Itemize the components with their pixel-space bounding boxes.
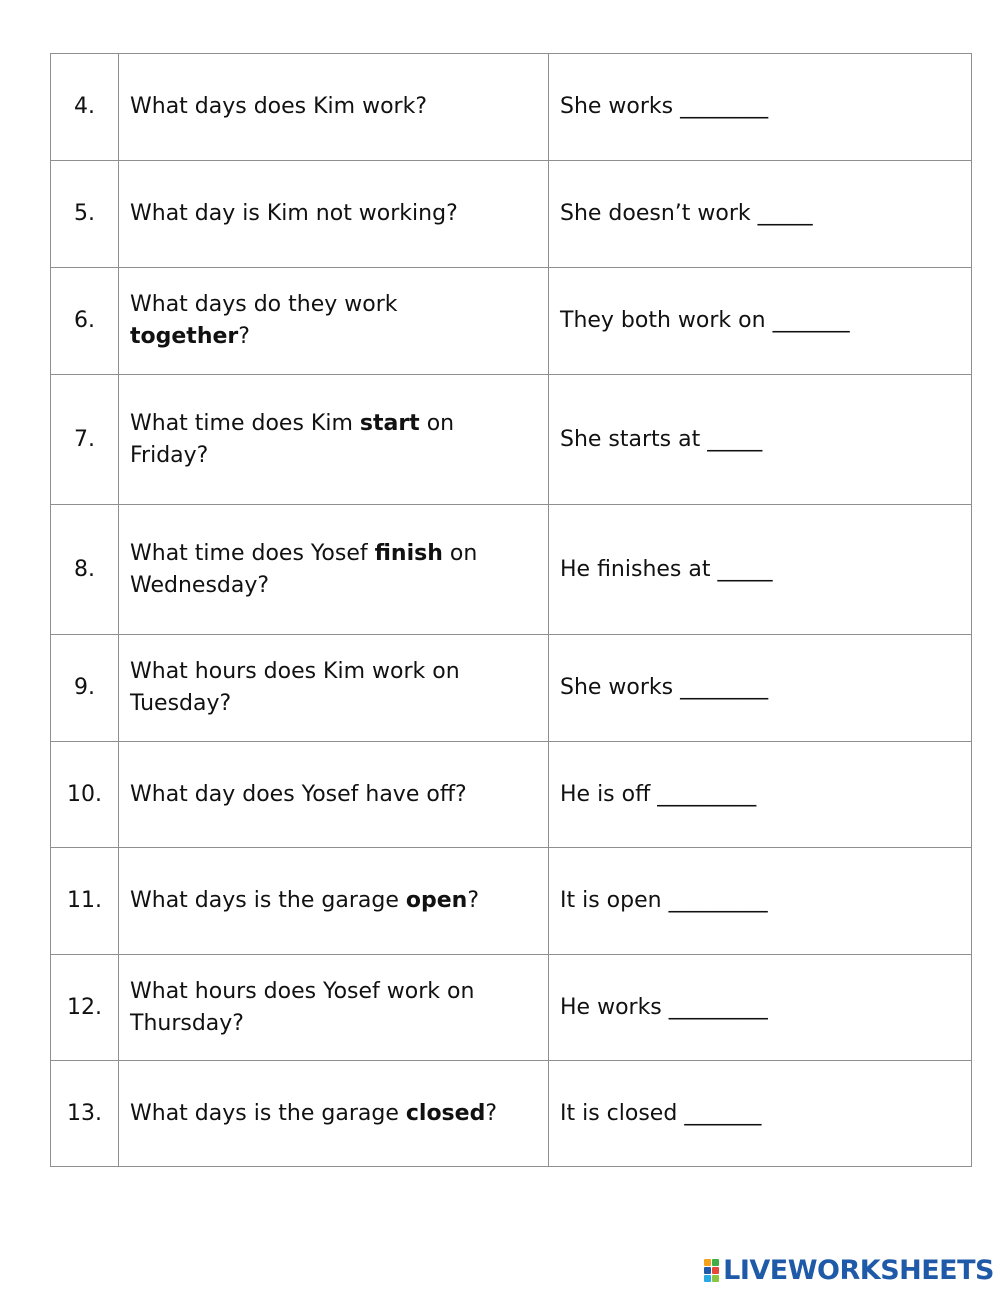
logo-square bbox=[704, 1267, 711, 1274]
question-text: What day is Kim not working? bbox=[119, 161, 549, 268]
answer-prompt: It is closed _______ bbox=[549, 1061, 972, 1167]
liveworksheets-logo-icon bbox=[704, 1259, 719, 1282]
table-row bbox=[51, 635, 972, 742]
question-keyword: start bbox=[359, 410, 420, 436]
answer-blank[interactable]: ________ bbox=[680, 94, 769, 119]
question-keyword: together bbox=[130, 324, 239, 349]
question-text: What days do they work together? bbox=[119, 268, 549, 375]
answer-blank[interactable]: _________ bbox=[668, 994, 768, 1020]
question-number: 10. bbox=[51, 742, 119, 848]
table-row bbox=[51, 955, 972, 1061]
logo-text: LIVEWORKSHEETS bbox=[723, 1254, 994, 1286]
question-text: What hours does Kim work on Tuesday? bbox=[119, 635, 549, 742]
question-text: What day does Yosef have off? bbox=[119, 742, 549, 848]
question-number: 9. bbox=[51, 635, 119, 742]
answer-blank[interactable]: _____ bbox=[757, 201, 813, 226]
question-text: What days is the garage open? bbox=[119, 848, 549, 955]
logo-square bbox=[712, 1267, 719, 1274]
question-text: What time does Yosef finish on Wednesday? bbox=[119, 505, 549, 635]
logo-square bbox=[712, 1259, 719, 1266]
question-text: What time does Kim start on Friday? bbox=[119, 375, 549, 505]
answer-prompt: He finishes at _____ bbox=[549, 505, 972, 635]
answer-blank[interactable]: _______ bbox=[684, 1100, 762, 1126]
answer-prompt: It is open _________ bbox=[549, 848, 972, 955]
answer-prompt: She works ________ bbox=[549, 54, 972, 161]
answer-blank[interactable]: _____ bbox=[717, 556, 773, 582]
question-number: 5. bbox=[51, 161, 119, 268]
table-row bbox=[51, 1061, 972, 1167]
question-number: 12. bbox=[51, 955, 119, 1061]
answer-prompt: She doesn’t work _____ bbox=[549, 161, 972, 268]
table-row bbox=[51, 161, 972, 268]
logo-square bbox=[712, 1275, 719, 1282]
question-number: 7. bbox=[51, 375, 119, 505]
question-keyword: finish bbox=[374, 540, 443, 566]
table-row bbox=[51, 54, 972, 161]
answer-blank[interactable]: _______ bbox=[772, 308, 850, 333]
logo-square bbox=[704, 1259, 711, 1266]
answer-blank[interactable]: ________ bbox=[680, 675, 769, 700]
question-keyword: open bbox=[405, 888, 468, 913]
worksheet-table bbox=[50, 53, 972, 1167]
question-text: What days is the garage closed? bbox=[119, 1061, 549, 1167]
liveworksheets-logo bbox=[704, 1252, 994, 1288]
answer-prompt: He works _________ bbox=[549, 955, 972, 1061]
answer-prompt: She works ________ bbox=[549, 635, 972, 742]
table-row bbox=[51, 742, 972, 848]
question-number: 8. bbox=[51, 505, 119, 635]
answer-blank[interactable]: _____ bbox=[707, 426, 763, 452]
answer-prompt: She starts at _____ bbox=[549, 375, 972, 505]
answer-prompt: They both work on _______ bbox=[549, 268, 972, 375]
logo-square bbox=[704, 1275, 711, 1282]
question-number: 4. bbox=[51, 54, 119, 161]
question-text: What days does Kim work? bbox=[119, 54, 549, 161]
question-number: 11. bbox=[51, 848, 119, 955]
table-row bbox=[51, 375, 972, 505]
table-row bbox=[51, 848, 972, 955]
question-number: 6. bbox=[51, 268, 119, 375]
question-keyword: closed bbox=[405, 1100, 486, 1126]
answer-blank[interactable]: _________ bbox=[668, 888, 768, 913]
question-number: 13. bbox=[51, 1061, 119, 1167]
table-row bbox=[51, 505, 972, 635]
question-text: What hours does Yosef work on Thursday? bbox=[119, 955, 549, 1061]
table-row bbox=[51, 268, 972, 375]
answer-prompt: He is off _________ bbox=[549, 742, 972, 848]
answer-blank[interactable]: _________ bbox=[657, 781, 757, 807]
